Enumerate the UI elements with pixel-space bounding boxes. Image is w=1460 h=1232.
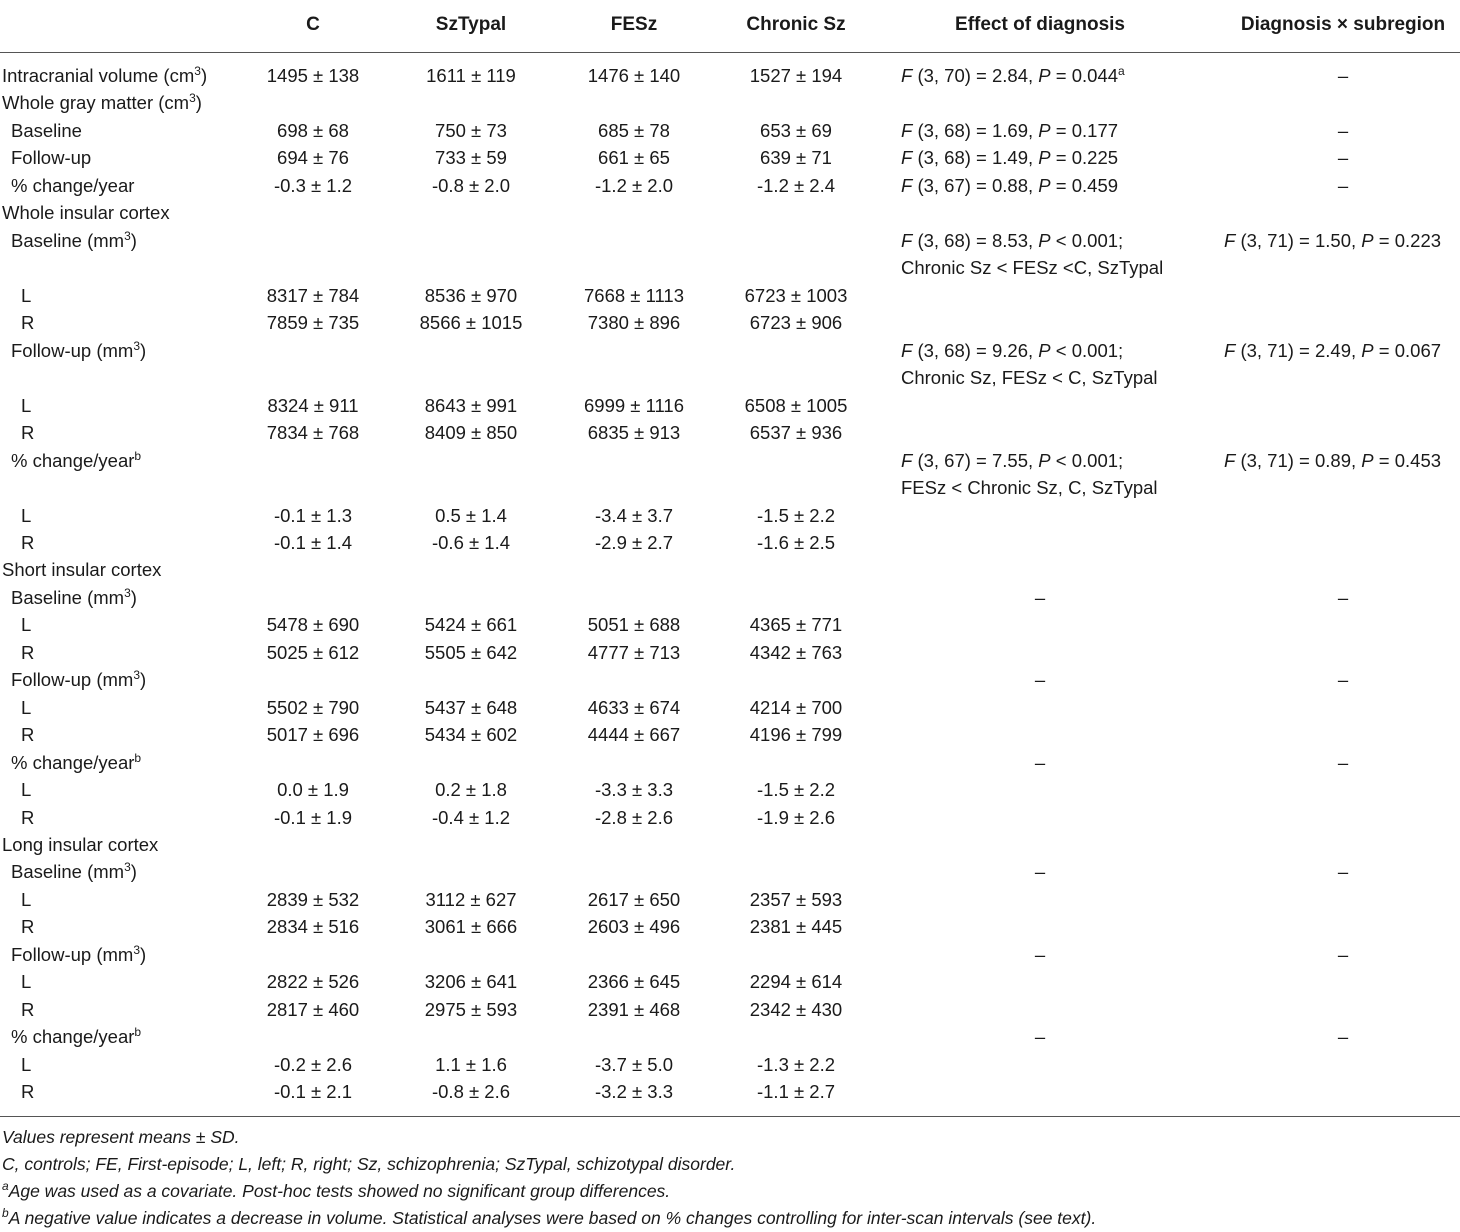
unit-exponent: 3 [124, 860, 131, 874]
table-row [0, 1051, 1460, 1078]
table-row [0, 172, 1460, 199]
p-value: = 0.177 [1050, 120, 1119, 141]
table-row [0, 529, 1460, 556]
cell-c: -0.1 ± 1.4 [273, 532, 353, 553]
stat-p: P [1038, 175, 1051, 196]
label-text: Intracranial volume (cm [2, 65, 195, 86]
cell-c: -0.1 ± 1.3 [273, 505, 353, 526]
stat-f: F [901, 120, 913, 141]
cell-sztypal: 8566 ± 1015 [419, 312, 523, 333]
cell-c: 0.0 ± 1.9 [277, 779, 349, 800]
stat-f: F [1224, 230, 1236, 251]
cell-sztypal: 3061 ± 666 [424, 916, 518, 937]
stat-p: P [1038, 147, 1051, 168]
cell-fesz: -3.7 ± 5.0 [594, 1054, 674, 1075]
cell-fesz: 5051 ± 688 [587, 614, 681, 635]
row-label [2, 62, 207, 89]
row-label: L [21, 697, 32, 718]
cell-effect: – [1034, 861, 1046, 882]
table-row [0, 804, 1460, 831]
cell-effect: – [1034, 587, 1046, 608]
unit-exponent: 3 [124, 586, 131, 600]
stat-p: P [1038, 340, 1051, 361]
row-label: L [21, 505, 32, 526]
stat-f: F [1224, 340, 1236, 361]
unit-exponent: 3 [133, 943, 141, 957]
table-row [0, 309, 1460, 336]
cell-interaction: – [1337, 120, 1349, 141]
table-row [0, 62, 1460, 89]
row-label: L [21, 285, 32, 306]
table-row [0, 337, 1460, 364]
row-label: R [21, 422, 35, 443]
cell-effect: – [1034, 752, 1046, 773]
p-value: = 0.459 [1050, 175, 1119, 196]
row-label [11, 447, 141, 474]
row-label: L [21, 779, 32, 800]
posthoc-text: FESz < Chronic Sz, C, SzTypal [901, 477, 1158, 498]
table-row [0, 941, 1460, 968]
stat-value: (3, 67) = 7.55, [912, 450, 1039, 471]
p-value: = 0.067 [1373, 340, 1442, 361]
cell-chronic-sz: 653 ± 69 [760, 120, 832, 141]
cell-sztypal: 2975 ± 593 [424, 999, 518, 1020]
footnote-text: A negative value indicates a decrease in volume. Statistical analyses were based on % changes controlling for inter-scan intervals (see text). [8, 1208, 1097, 1228]
label-text: % change/year [11, 450, 135, 471]
label-close: ) [195, 92, 202, 113]
unit-exponent: 3 [124, 229, 131, 243]
cell-sztypal: 733 ± 59 [435, 147, 507, 168]
label-close: ) [140, 340, 147, 361]
cell-c: 5502 ± 790 [266, 697, 360, 718]
stat-f: F [901, 147, 913, 168]
stat-p: P [1361, 230, 1374, 251]
row-label: L [21, 614, 32, 635]
cell-sztypal: 8643 ± 991 [424, 395, 518, 416]
label-text: Follow-up (mm [11, 340, 134, 361]
cell-fesz: 7668 ± 1113 [584, 285, 684, 306]
footnote-b [2, 1205, 1096, 1232]
cell-chronic-sz: 2381 ± 445 [749, 916, 843, 937]
footnote-a [2, 1178, 1096, 1205]
cell-fesz: 7380 ± 896 [587, 312, 681, 333]
row-label: R [21, 312, 35, 333]
cell-fesz: -2.8 ± 2.6 [594, 807, 674, 828]
cell-c: 8317 ± 784 [266, 285, 360, 306]
p-value: < 0.001; [1050, 230, 1124, 251]
row-label: R [21, 916, 35, 937]
table-footnotes [2, 1124, 1096, 1232]
cell-chronic-sz: 2294 ± 614 [749, 971, 843, 992]
cell-c: 5478 ± 690 [266, 614, 360, 635]
table-row [0, 144, 1460, 171]
cell-c: 1495 ± 138 [266, 65, 360, 86]
label-text: % change/year [11, 752, 135, 773]
cell-chronic-sz: -1.1 ± 2.7 [756, 1081, 836, 1102]
label-text: Follow-up (mm [11, 944, 134, 965]
cell-sztypal: 0.2 ± 1.8 [435, 779, 507, 800]
stat-f: F [901, 340, 913, 361]
cell-sztypal: -0.6 ± 1.4 [431, 532, 511, 553]
cell-sztypal: 8536 ± 970 [424, 285, 518, 306]
row-label: L [21, 1054, 32, 1075]
footnote-values: Values represent means ± SD. [2, 1127, 240, 1147]
cell-sztypal: 0.5 ± 1.4 [435, 505, 507, 526]
unit-exponent: 3 [133, 339, 141, 353]
stat-f: F [901, 175, 913, 196]
stat-p: P [1038, 120, 1051, 141]
cell-fesz: -2.9 ± 2.7 [594, 532, 674, 553]
posthoc-text: Chronic Sz, FESz < C, SzTypal [901, 367, 1158, 388]
p-value: = 0.044 [1050, 65, 1119, 86]
row-label [11, 1023, 141, 1050]
table-row [0, 968, 1460, 995]
label-text: Baseline (mm [11, 587, 125, 608]
cell-chronic-sz: 2342 ± 430 [749, 999, 843, 1020]
label-text: Baseline (mm [11, 861, 125, 882]
cell-chronic-sz: 6723 ± 906 [749, 312, 843, 333]
cell-chronic-sz: 4365 ± 771 [749, 614, 843, 635]
stat-p: P [1361, 340, 1374, 361]
cell-sztypal: -0.8 ± 2.0 [431, 175, 511, 196]
cell-fesz: 685 ± 78 [598, 120, 670, 141]
table-row [0, 117, 1460, 144]
unit-exponent: 3 [133, 668, 141, 682]
stat-p: P [1361, 450, 1374, 471]
cell-effect: – [1034, 669, 1046, 690]
cell-sztypal: 3112 ± 627 [425, 889, 517, 910]
cell-chronic-sz: 4214 ± 700 [749, 697, 843, 718]
cell-c: 694 ± 76 [277, 147, 349, 168]
cell-interaction: – [1337, 944, 1349, 965]
label-close: ) [130, 861, 137, 882]
table-row [0, 913, 1460, 940]
cell-chronic-sz: -1.5 ± 2.2 [756, 505, 836, 526]
label-text: Baseline (mm [11, 230, 125, 251]
bottom-rule [0, 1116, 1460, 1117]
cell-fesz: 2617 ± 650 [587, 889, 681, 910]
stat-f: F [901, 65, 913, 86]
cell-interaction: – [1337, 1026, 1349, 1047]
cell-effect [901, 144, 1118, 171]
cell-c: 2839 ± 532 [266, 889, 360, 910]
label-close: ) [130, 587, 137, 608]
cell-c: 698 ± 68 [277, 120, 349, 141]
cell-interaction [1224, 337, 1441, 364]
cell-effect: – [1034, 1026, 1046, 1047]
row-label: L [21, 889, 32, 910]
table-row [0, 694, 1460, 721]
cell-chronic-sz: 1527 ± 194 [749, 65, 843, 86]
header-c1: C [306, 14, 320, 35]
cell-fesz: 4633 ± 674 [587, 697, 681, 718]
table-row [0, 639, 1460, 666]
unit-exponent: 3 [189, 91, 196, 105]
table-row [0, 749, 1460, 776]
header-rule [0, 52, 1460, 53]
row-label: Baseline [11, 120, 82, 141]
cell-fesz: 2391 ± 468 [587, 999, 681, 1020]
table-row [0, 199, 1460, 226]
section-label: Short insular cortex [2, 559, 162, 580]
label-close: ) [130, 230, 137, 251]
cell-c: 5025 ± 612 [266, 642, 360, 663]
row-label: L [21, 395, 32, 416]
cell-effect [901, 337, 1123, 364]
cell-interaction [1224, 447, 1441, 474]
cell-interaction: – [1337, 861, 1349, 882]
cell-chronic-sz: 6508 ± 1005 [744, 395, 848, 416]
cell-fesz: -3.3 ± 3.3 [594, 779, 674, 800]
cell-effect [901, 227, 1123, 254]
table-row [0, 89, 1460, 116]
section-label: Long insular cortex [2, 834, 159, 855]
cell-sztypal: -0.8 ± 2.6 [431, 1081, 511, 1102]
table-row [0, 364, 1460, 391]
stat-value: (3, 67) = 0.88, [912, 175, 1039, 196]
row-label: R [21, 642, 35, 663]
table-row [0, 254, 1460, 281]
cell-fesz: 6835 ± 913 [587, 422, 681, 443]
row-label [11, 666, 146, 693]
cell-sztypal: 750 ± 73 [435, 120, 507, 141]
stat-value: (3, 68) = 1.69, [912, 120, 1039, 141]
section-label: Whole insular cortex [2, 202, 170, 223]
table-row [0, 392, 1460, 419]
stat-value: (3, 71) = 2.49, [1235, 340, 1362, 361]
table-row [0, 666, 1460, 693]
cell-chronic-sz: 4342 ± 763 [749, 642, 843, 663]
table-row [0, 1023, 1460, 1050]
label-close: ) [140, 944, 147, 965]
cell-chronic-sz: 639 ± 71 [760, 147, 832, 168]
row-label [11, 941, 146, 968]
header-effect-of-diagnosis: Effect of diagnosis [955, 14, 1125, 35]
table-row [0, 831, 1460, 858]
stat-value: (3, 68) = 1.49, [912, 147, 1039, 168]
cell-c: -0.3 ± 1.2 [273, 175, 353, 196]
row-label [11, 749, 141, 776]
cell-chronic-sz: -1.3 ± 2.2 [756, 1054, 836, 1075]
p-value: < 0.001; [1050, 450, 1124, 471]
cell-interaction: – [1337, 669, 1349, 690]
cell-chronic-sz: 4196 ± 799 [749, 724, 843, 745]
cell-interaction: – [1337, 147, 1349, 168]
cell-c: 7834 ± 768 [266, 422, 360, 443]
cell-chronic-sz: -1.5 ± 2.2 [756, 779, 836, 800]
cell-chronic-sz: 2357 ± 593 [749, 889, 843, 910]
table-row [0, 556, 1460, 583]
cell-interaction: – [1337, 65, 1349, 86]
cell-sztypal: -0.4 ± 1.2 [431, 807, 511, 828]
cell-interaction: – [1337, 752, 1349, 773]
cell-chronic-sz: -1.9 ± 2.6 [756, 807, 836, 828]
stat-p: P [1038, 65, 1051, 86]
stat-value: (3, 68) = 9.26, [912, 340, 1039, 361]
table-row [0, 447, 1460, 474]
row-label: R [21, 532, 35, 553]
table-row [0, 776, 1460, 803]
header-fesz: FESz [610, 14, 658, 35]
cell-effect [901, 62, 1125, 89]
cell-sztypal: 1611 ± 119 [426, 65, 516, 86]
row-label: R [21, 1081, 35, 1102]
unit-exponent: 3 [194, 64, 201, 78]
cell-effect: – [1034, 944, 1046, 965]
cell-c: 8324 ± 911 [267, 395, 359, 416]
stat-p: P [1038, 450, 1051, 471]
cell-chronic-sz: -1.6 ± 2.5 [756, 532, 836, 553]
label-close: ) [200, 65, 208, 86]
footnote-mark: a [2, 1179, 9, 1193]
cell-c: 5017 ± 696 [266, 724, 360, 745]
cell-c: 2817 ± 460 [266, 999, 360, 1020]
footnote-text: Age was used as a covariate. Post-hoc tests showed no significant group differences. [8, 1181, 671, 1201]
cell-chronic-sz: -1.2 ± 2.4 [756, 175, 836, 196]
cell-sztypal: 3206 ± 641 [424, 971, 518, 992]
table-row [0, 858, 1460, 885]
cell-c: -0.1 ± 1.9 [273, 807, 353, 828]
table-row [0, 502, 1460, 529]
stat-value: (3, 71) = 0.89, [1235, 450, 1362, 471]
cell-fesz: 2603 ± 496 [587, 916, 681, 937]
cell-fesz: -1.2 ± 2.0 [594, 175, 674, 196]
p-value: = 0.453 [1373, 450, 1442, 471]
stat-f: F [901, 230, 913, 251]
footnote-mark: b [2, 1206, 9, 1220]
cell-fesz: 2366 ± 645 [587, 971, 681, 992]
table-row [0, 474, 1460, 501]
table-row [0, 611, 1460, 638]
section-label [2, 89, 202, 116]
cell-fesz: 1476 ± 140 [587, 65, 681, 86]
p-value: < 0.001; [1050, 340, 1124, 361]
cell-effect [901, 172, 1118, 199]
cell-c: -0.1 ± 2.1 [273, 1081, 353, 1102]
row-label: % change/year [11, 175, 135, 196]
cell-fesz: 6999 ± 1116 [584, 395, 684, 416]
label-text: Follow-up (mm [11, 669, 134, 690]
header-diagnosis-subregion: Diagnosis × subregion [1240, 14, 1446, 35]
footnote-mark: b [134, 751, 142, 765]
cell-fesz: -3.4 ± 3.7 [594, 505, 674, 526]
label-close: ) [140, 669, 147, 690]
row-label [11, 337, 146, 364]
row-label: Follow-up [11, 147, 92, 168]
stat-p: P [1038, 230, 1051, 251]
posthoc-text: Chronic Sz < FESz <C, SzTypal [901, 257, 1164, 278]
p-value: = 0.223 [1373, 230, 1442, 251]
footnote-mark: b [134, 449, 142, 463]
footnote-mark: b [134, 1025, 142, 1039]
row-label [11, 584, 137, 611]
cell-fesz: 4444 ± 667 [587, 724, 681, 745]
cell-interaction: – [1337, 175, 1349, 196]
row-label: R [21, 724, 35, 745]
cell-interaction [1224, 227, 1441, 254]
table-row [0, 886, 1460, 913]
footnote-mark: a [1118, 64, 1125, 78]
cell-chronic-sz: 6723 ± 1003 [744, 285, 848, 306]
table-row [0, 996, 1460, 1023]
stat-value: (3, 71) = 1.50, [1235, 230, 1362, 251]
stat-f: F [1224, 450, 1236, 471]
cell-sztypal: 5424 ± 661 [424, 614, 518, 635]
stat-f: F [901, 450, 913, 471]
table-row [0, 721, 1460, 748]
cell-interaction: – [1337, 587, 1349, 608]
cell-sztypal: 8409 ± 850 [424, 422, 518, 443]
cell-sztypal: 5434 ± 602 [424, 724, 518, 745]
header-chronic-sz: Chronic Sz [746, 14, 846, 35]
table-row [0, 282, 1460, 309]
table-header [0, 0, 1460, 52]
cell-effect [901, 117, 1118, 144]
cell-sztypal: 1.1 ± 1.6 [435, 1054, 507, 1075]
row-label [11, 227, 137, 254]
stat-value: (3, 70) = 2.84, [912, 65, 1039, 86]
cell-fesz: 661 ± 65 [598, 147, 670, 168]
table-row [0, 419, 1460, 446]
table-row [0, 1078, 1460, 1105]
cell-sztypal: 5437 ± 648 [424, 697, 518, 718]
cell-c: 2822 ± 526 [266, 971, 360, 992]
cell-effect [901, 447, 1123, 474]
table-row [0, 584, 1460, 611]
row-label: R [21, 807, 35, 828]
header-szTypal: SzTypal [435, 14, 507, 35]
row-label: R [21, 999, 35, 1020]
row-label [11, 858, 137, 885]
label-text: Whole gray matter (cm [2, 92, 190, 113]
p-value: = 0.225 [1050, 147, 1119, 168]
stat-value: (3, 68) = 8.53, [912, 230, 1039, 251]
cell-c: 7859 ± 735 [266, 312, 360, 333]
table-row [0, 227, 1460, 254]
footnote-abbreviations: C, controls; FE, First-episode; L, left; R, right; Sz, schizophrenia; SzTypal, schizotypal disorder. [2, 1154, 736, 1174]
cell-fesz: 4777 ± 713 [587, 642, 681, 663]
cell-sztypal: 5505 ± 642 [424, 642, 518, 663]
cell-c: 2834 ± 516 [266, 916, 360, 937]
cell-fesz: -3.2 ± 3.3 [594, 1081, 674, 1102]
cell-chronic-sz: 6537 ± 936 [749, 422, 843, 443]
label-text: % change/year [11, 1026, 135, 1047]
row-label: L [21, 971, 32, 992]
cell-c: -0.2 ± 2.6 [273, 1054, 353, 1075]
